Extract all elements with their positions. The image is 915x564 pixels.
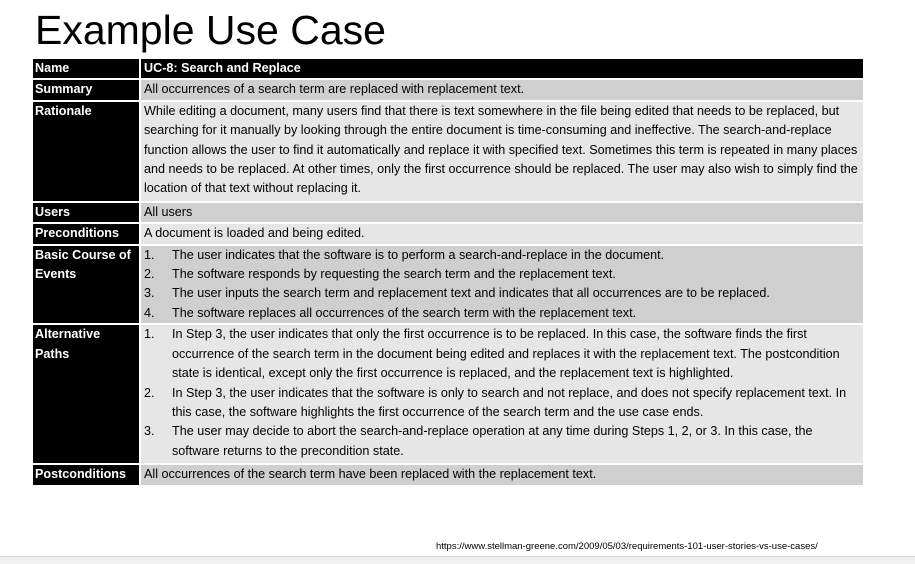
row-rationale xyxy=(33,101,863,202)
row-preconditions-key: Preconditions xyxy=(33,223,140,244)
row-users xyxy=(33,202,863,223)
row-basic-course-value xyxy=(140,245,863,325)
list-item xyxy=(144,384,861,423)
list-item xyxy=(144,325,861,383)
list-item-text: The user inputs the search term and replacement text and indicates that all occurrences are to be replaced. xyxy=(172,286,770,301)
row-postconditions-key: Postconditions xyxy=(33,464,140,485)
list-item xyxy=(144,265,861,284)
list-number: 3. xyxy=(144,286,155,301)
list-item-text: In Step 3, the user indicates that only the first occurrence is to be replaced. In this case, the software finds the first occurrence of the search term in the document being edited and replaces it with the replacement text. The postcondition state is identical, except only the first occurrence is replaced, and the replacement text is highlighted. xyxy=(172,327,840,381)
row-basic-course-key: Basic Course of Events xyxy=(33,245,140,325)
list-number: 1. xyxy=(144,327,155,342)
source-url: https://www.stellman-greene.com/2009/05/03/requirements-101-user-stories-vs-use-cases/ xyxy=(436,541,818,552)
list-item xyxy=(144,422,861,461)
row-alternative-paths-key: Alternative Paths xyxy=(33,324,140,464)
row-rationale-value: While editing a document, many users find that there is text somewhere in the file being edited that needs to be replaced, but searching for it manually by looking through the entire document is time-consuming and ineffective. The search-and-replace function allows the user to find it automatically and replace it with specified text. Sometimes this term is repeated in many places and needs to be replaced. At other times, only the first occurrence should be replaced. The user may also wish to simply find the location of that text without replacing it. xyxy=(140,101,863,202)
list-item-text: The software responds by requesting the search term and the replacement text. xyxy=(172,267,616,282)
page-title: Example Use Case xyxy=(35,7,386,53)
row-name-value: UC-8: Search and Replace xyxy=(140,59,863,79)
row-name xyxy=(33,59,863,79)
list-number: 1. xyxy=(144,247,155,262)
row-users-key: Users xyxy=(33,202,140,223)
row-name-key: Name xyxy=(33,59,140,79)
list-item-text: The user indicates that the software is to perform a search-and-replace in the document. xyxy=(172,247,665,262)
use-case-table xyxy=(33,59,863,487)
row-preconditions xyxy=(33,223,863,244)
row-postconditions-value: All occurrences of the search term have been replaced with the replacement text. xyxy=(140,464,863,485)
list-item xyxy=(144,284,861,303)
list-number: 2. xyxy=(144,385,155,400)
row-alternative-paths-value xyxy=(140,324,863,464)
row-users-value: All users xyxy=(140,202,863,223)
row-summary-value: All occurrences of a search term are replaced with replacement text. xyxy=(140,79,863,100)
row-basic-course xyxy=(33,245,863,325)
row-postconditions xyxy=(33,464,863,485)
list-item-text: The software replaces all occurrences of the search term with the replacement text. xyxy=(172,305,637,320)
list-number: 2. xyxy=(144,267,155,282)
list-number: 4. xyxy=(144,305,155,320)
basic-course-list xyxy=(144,246,861,324)
row-alternative-paths xyxy=(33,324,863,464)
list-number: 3. xyxy=(144,424,155,439)
list-item xyxy=(144,246,861,265)
list-item-text: The user may decide to abort the search-and-replace operation at any time during Steps 1, 2, or 3. In this case, the software returns to the precondition state. xyxy=(172,424,813,458)
row-rationale-key: Rationale xyxy=(33,101,140,202)
row-summary xyxy=(33,79,863,100)
alternative-paths-list xyxy=(144,325,861,461)
row-preconditions-value: A document is loaded and being edited. xyxy=(140,223,863,244)
list-item-text: In Step 3, the user indicates that the software is only to search and not replace, and does not specify replacement text. In this case, the software highlights the first occurrence of the search term and the use case ends. xyxy=(172,385,847,419)
list-item xyxy=(144,304,861,323)
row-summary-key: Summary xyxy=(33,79,140,100)
